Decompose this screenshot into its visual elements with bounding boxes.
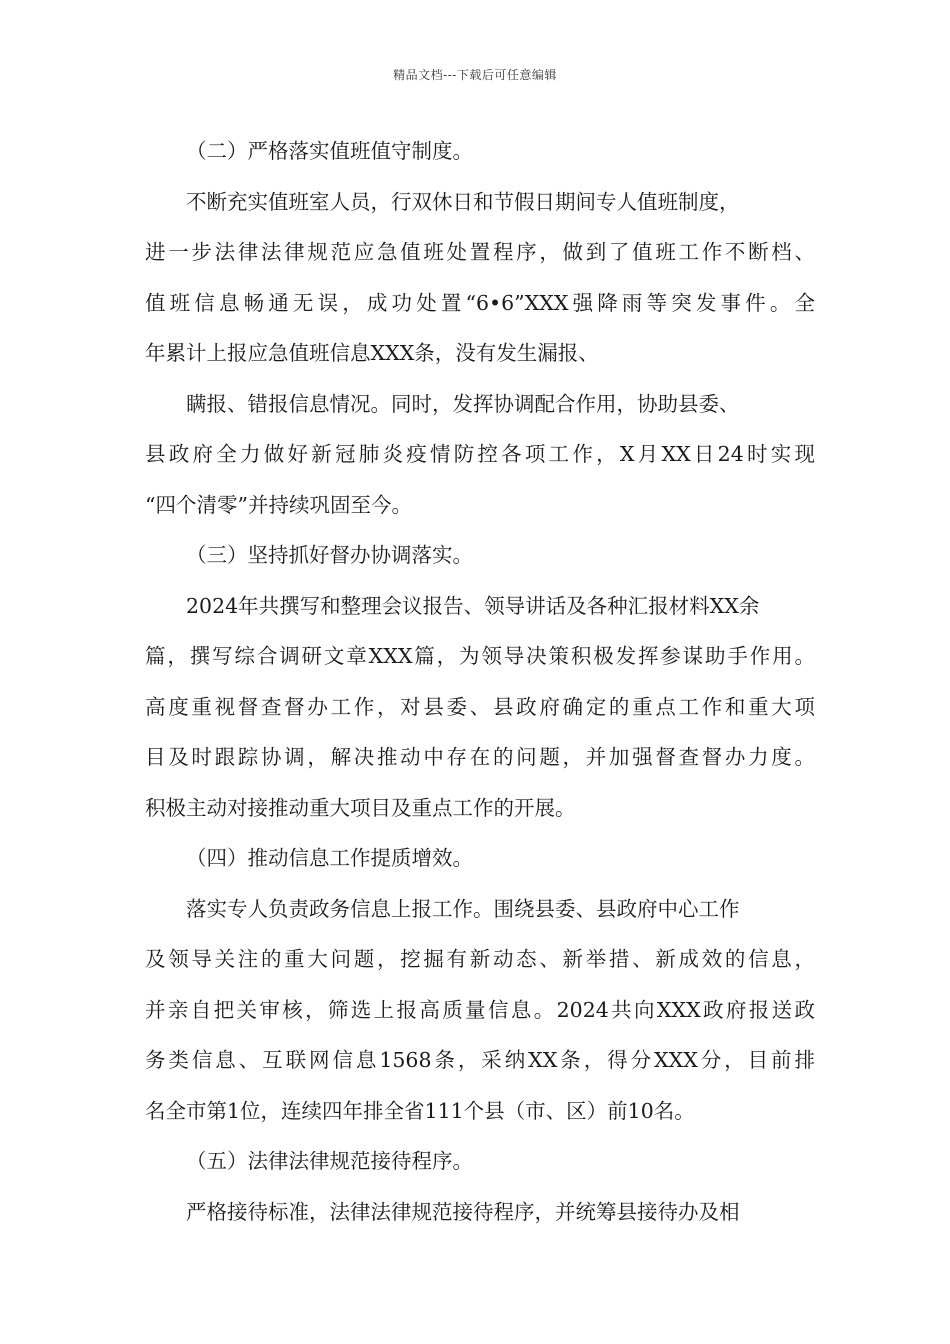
paragraph-line: 高度重视督查督办工作，对县委、县政府确定的重点工作和重大项 [145, 694, 815, 719]
section-heading-3: （三）坚持抓好督办协调落实。 [186, 543, 473, 567]
paragraph-line: 务类信息、互联网信息1568条，采纳XX条，得分XXX分，目前排 [145, 1048, 815, 1072]
page-header: 精品文档---下载后可任意编辑 [393, 68, 557, 82]
paragraph-line: 及领导关注的重大问题，挖掘有新动态、新举措、新成效的信息， [145, 947, 815, 971]
paragraph-line: 进一步法律法律规范应急值班处置程序，做到了值班工作不断档、 [145, 240, 815, 264]
paragraph-line: 积极主动对接推动重大项目及重点工作的开展。 [145, 795, 576, 820]
paragraph-line: 名全市第1位，连续四年排全省111个县（市、区）前10名。 [145, 1098, 695, 1123]
paragraph-line: 落实专人负责政务信息上报工作。围绕县委、县政府中心工作 [186, 896, 740, 921]
paragraph-line: “四个清零”并持续巩固至今。 [145, 492, 412, 517]
paragraph-line: 县政府全力做好新冠肺炎疫情防控各项工作，X月XX日24时实现 [145, 442, 815, 466]
paragraph-line: 严格接待标准，法律法律规范接待程序，并统筹县接待办及相 [186, 1199, 740, 1224]
section-heading-4: （四）推动信息工作提质增效。 [186, 846, 473, 870]
paragraph-line: 2024年共撰写和整理会议报告、领导讲话及各种汇报材料XX余 [186, 593, 760, 618]
document-body [145, 126, 815, 1237]
paragraph-line: 不断充实值班室人员，行双休日和节假日期间专人值班制度， [186, 189, 740, 214]
paragraph-line: 年累计上报应急值班信息XXX条，没有发生漏报、 [145, 341, 599, 365]
paragraph-line: 值班信息畅通无误，成功处置“6•6”XXX强降雨等突发事件。全 [145, 290, 815, 315]
paragraph-line: 瞒报、错报信息情况。同时，发挥协调配合作用，协助县委、 [186, 391, 740, 416]
section-heading-2: （二）严格落实值班值守制度。 [186, 139, 473, 163]
paragraph-line: 并亲自把关审核，筛选上报高质量信息。2024共向XXX政府报送政 [145, 997, 815, 1022]
section-heading-5: （五）法律法律规范接待程序。 [186, 1149, 473, 1173]
paragraph-line: 目及时跟踪协调，解决推动中存在的问题，并加强督查督办力度。 [145, 745, 815, 769]
paragraph-line: 篇，撰写综合调研文章XXX篇，为领导决策积极发挥参谋助手作用。 [145, 644, 815, 668]
